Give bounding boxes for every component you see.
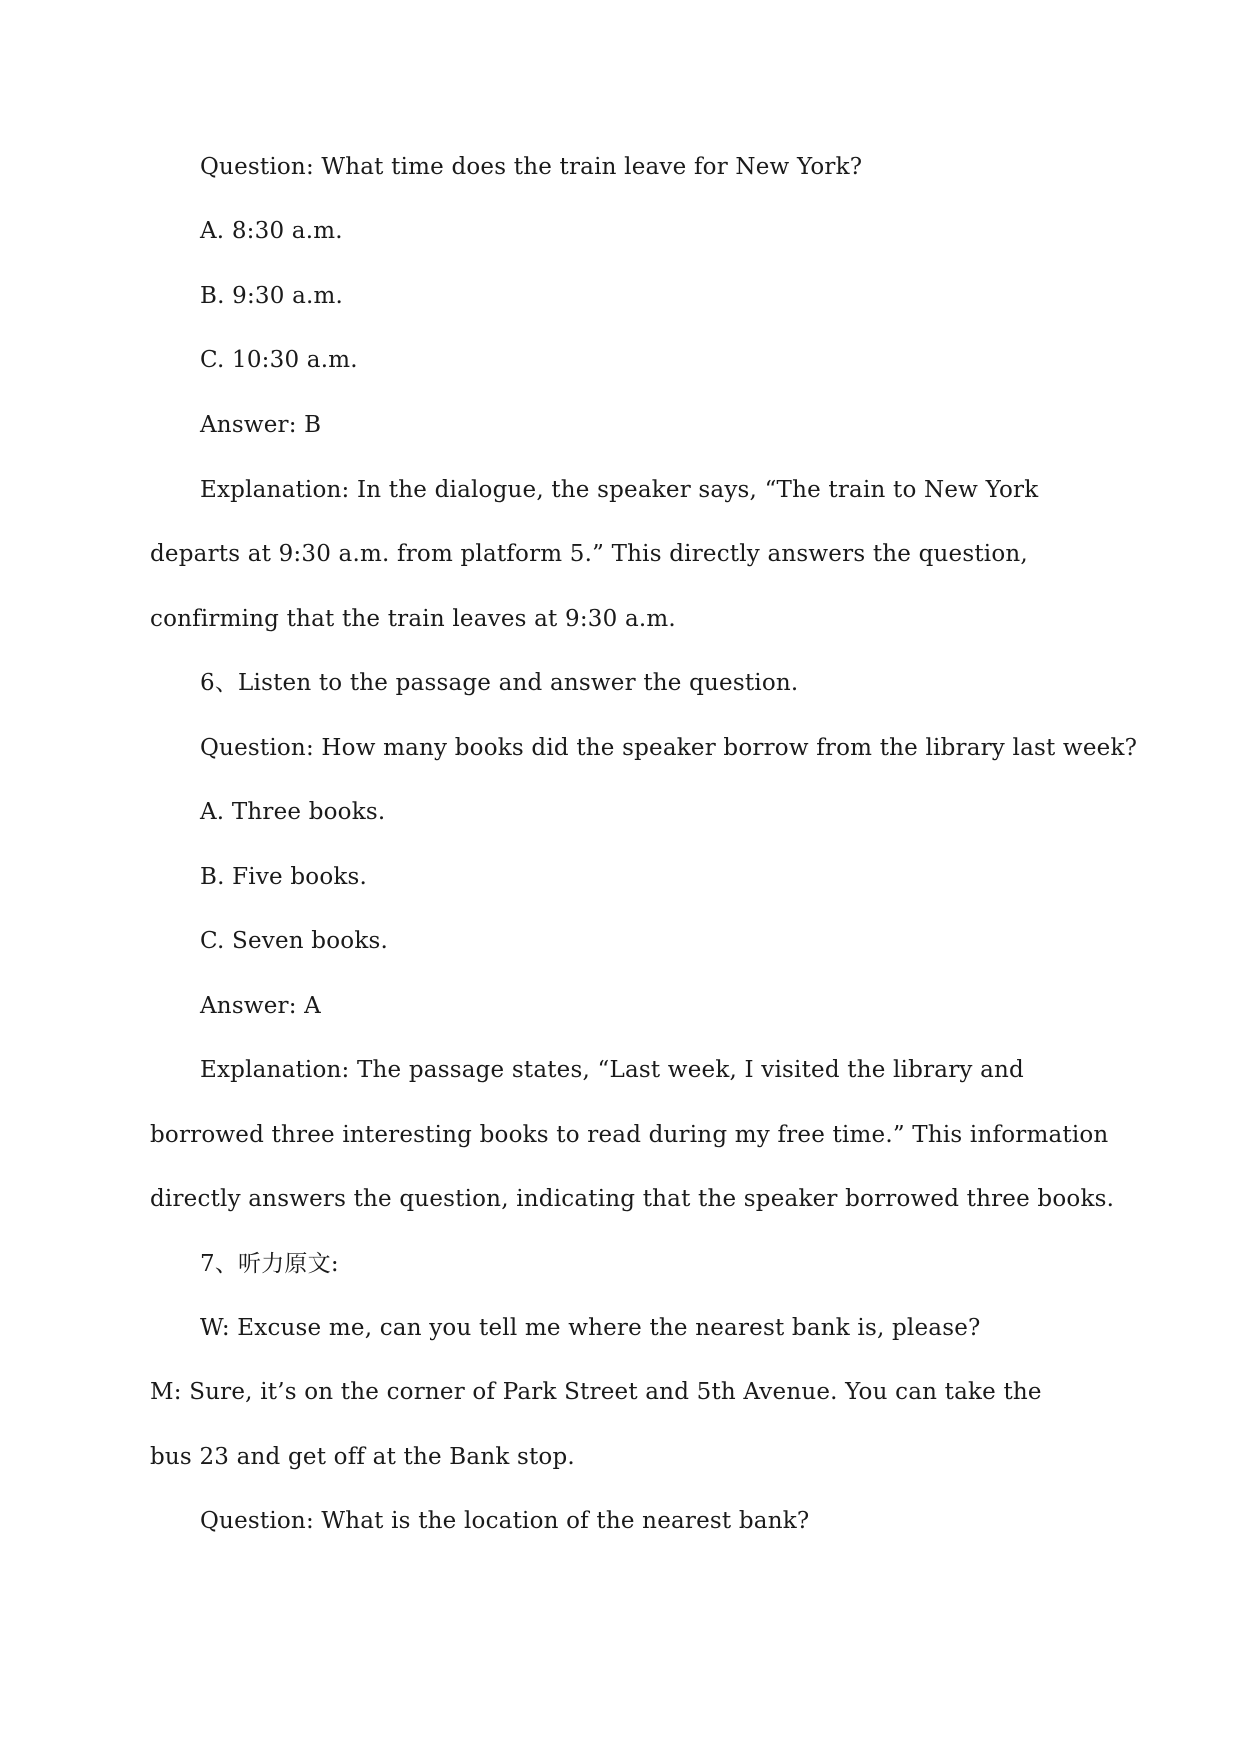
explanation-5-line-2: departs at 9:30 a.m. from platform 5.” This directly answers the question, (150, 541, 1028, 567)
option-a: A. 8:30 a.m. (200, 218, 343, 244)
option-b: B. Five books. (200, 864, 368, 890)
explanation-5-line-3: confirming that the train leaves at 9:30 a.m. (150, 606, 676, 632)
option-c: C. 10:30 a.m. (200, 347, 358, 373)
dialogue-man-line-1: M: Sure, it’s on the corner of Park Street and 5th Avenue. You can take the (150, 1379, 1042, 1405)
answer-6: Answer: A (200, 993, 321, 1019)
question-6-text: Question: How many books did the speaker borrow from the library last week? (200, 735, 1138, 761)
question-7-text: Question: What is the location of the nearest bank? (200, 1508, 810, 1534)
option-b: B. 9:30 a.m. (200, 283, 344, 309)
option-a: A. Three books. (200, 799, 386, 825)
option-c: C. Seven books. (200, 928, 388, 954)
item-6-heading: 6、Listen to the passage and answer the question. (200, 670, 799, 696)
item-7-heading: 7、听力原文: (200, 1251, 339, 1277)
dialogue-man-line-2: bus 23 and get off at the Bank stop. (150, 1444, 575, 1470)
explanation-6-line-3: directly answers the question, indicating that the speaker borrowed three books. (150, 1186, 1115, 1212)
explanation-5-line-1: Explanation: In the dialogue, the speaker says, “The train to New York (200, 477, 1039, 503)
question-5-text: Question: What time does the train leave for New York? (200, 154, 863, 180)
explanation-6-line-1: Explanation: The passage states, “Last week, I visited the library and (200, 1057, 1024, 1083)
answer-5: Answer: B (200, 412, 322, 438)
dialogue-woman: W: Excuse me, can you tell me where the nearest bank is, please? (200, 1315, 981, 1341)
explanation-6-line-2: borrowed three interesting books to read during my free time.” This information (150, 1122, 1109, 1148)
